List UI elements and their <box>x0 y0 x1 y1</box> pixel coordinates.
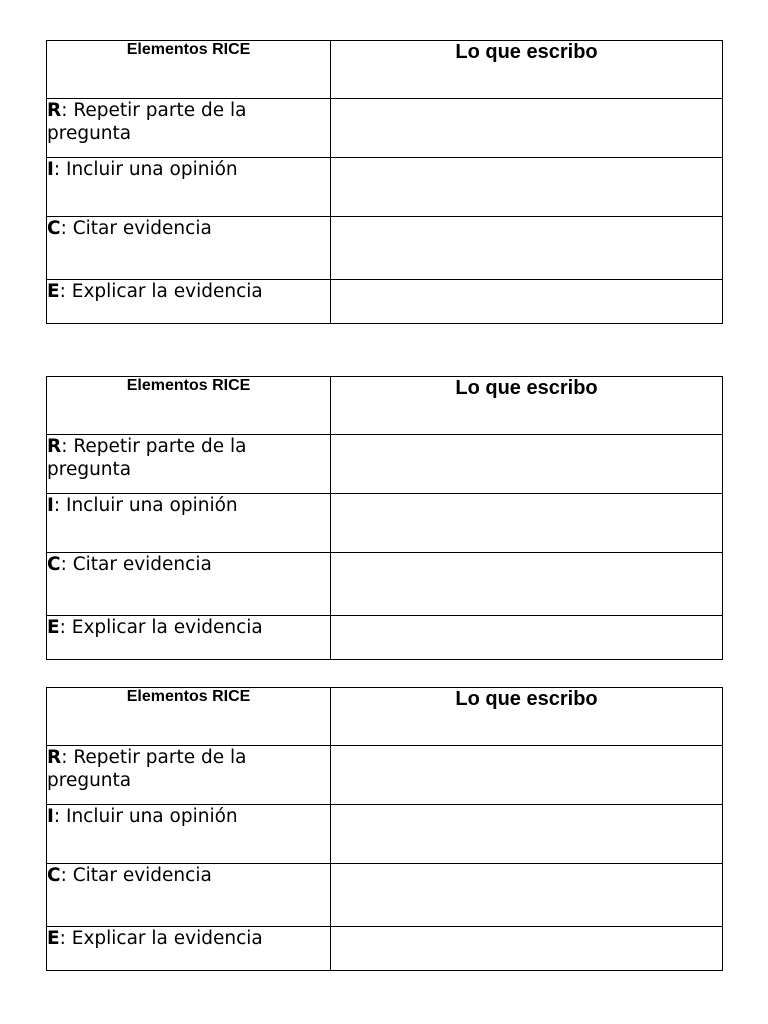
table-row-c <box>47 217 723 280</box>
write-cell-c[interactable] <box>331 864 723 927</box>
row-text-c: : Citar evidencia <box>60 554 212 575</box>
row-text-c: : Citar evidencia <box>60 218 212 239</box>
table-row-i <box>47 494 723 553</box>
header-row <box>47 41 723 99</box>
row-text-r: : Repetir parte de la pregunta <box>47 100 247 144</box>
rice-table-2 <box>46 376 723 660</box>
letter-e: E <box>47 928 60 949</box>
write-cell-c[interactable] <box>331 553 723 616</box>
row-label-i <box>47 494 331 553</box>
row-label-e <box>47 280 331 324</box>
table-row-r <box>47 99 723 158</box>
table-row-r <box>47 746 723 805</box>
letter-i: I <box>47 806 54 827</box>
write-cell-i[interactable] <box>331 494 723 553</box>
letter-c: C <box>47 554 61 575</box>
row-label-r <box>47 435 331 494</box>
table-row-i <box>47 158 723 217</box>
letter-e: E <box>47 281 60 302</box>
row-text-r: : Repetir parte de la pregunta <box>47 747 247 791</box>
letter-r: R <box>47 100 62 121</box>
row-text-c: : Citar evidencia <box>60 865 212 886</box>
row-label-i <box>47 158 331 217</box>
letter-i: I <box>47 495 54 516</box>
write-cell-i[interactable] <box>331 805 723 864</box>
row-label-r <box>47 746 331 805</box>
table-row-e <box>47 280 723 324</box>
row-text-i: : Incluir una opinión <box>53 806 238 827</box>
write-cell-c[interactable] <box>331 217 723 280</box>
letter-e: E <box>47 617 60 638</box>
row-label-i <box>47 805 331 864</box>
header-elementos: Elementos RICE <box>47 377 331 435</box>
table-row-e <box>47 616 723 660</box>
row-label-c <box>47 553 331 616</box>
header-elementos: Elementos RICE <box>47 41 331 99</box>
row-text-r: : Repetir parte de la pregunta <box>47 436 247 480</box>
table-row-i <box>47 805 723 864</box>
table-row-r <box>47 435 723 494</box>
letter-c: C <box>47 865 61 886</box>
header-lo-que-escribo: Lo que escribo <box>331 41 723 99</box>
header-lo-que-escribo: Lo que escribo <box>331 688 723 746</box>
letter-r: R <box>47 436 62 457</box>
row-label-e <box>47 927 331 971</box>
letter-r: R <box>47 747 62 768</box>
letter-c: C <box>47 218 61 239</box>
row-text-i: : Incluir una opinión <box>53 159 238 180</box>
table-row-c <box>47 864 723 927</box>
write-cell-e[interactable] <box>331 280 723 324</box>
row-text-e: : Explicar la evidencia <box>59 617 263 638</box>
row-label-r <box>47 99 331 158</box>
header-lo-que-escribo: Lo que escribo <box>331 377 723 435</box>
row-text-i: : Incluir una opinión <box>53 495 238 516</box>
write-cell-i[interactable] <box>331 158 723 217</box>
row-text-e: : Explicar la evidencia <box>59 281 263 302</box>
row-label-c <box>47 864 331 927</box>
write-cell-r[interactable] <box>331 99 723 158</box>
header-row <box>47 688 723 746</box>
table-row-e <box>47 927 723 971</box>
row-text-e: : Explicar la evidencia <box>59 928 263 949</box>
row-label-e <box>47 616 331 660</box>
rice-table-1 <box>46 40 723 324</box>
header-row <box>47 377 723 435</box>
write-cell-e[interactable] <box>331 927 723 971</box>
rice-table-3 <box>46 687 723 971</box>
table-row-c <box>47 553 723 616</box>
write-cell-e[interactable] <box>331 616 723 660</box>
letter-i: I <box>47 159 54 180</box>
write-cell-r[interactable] <box>331 746 723 805</box>
row-label-c <box>47 217 331 280</box>
header-elementos: Elementos RICE <box>47 688 331 746</box>
write-cell-r[interactable] <box>331 435 723 494</box>
